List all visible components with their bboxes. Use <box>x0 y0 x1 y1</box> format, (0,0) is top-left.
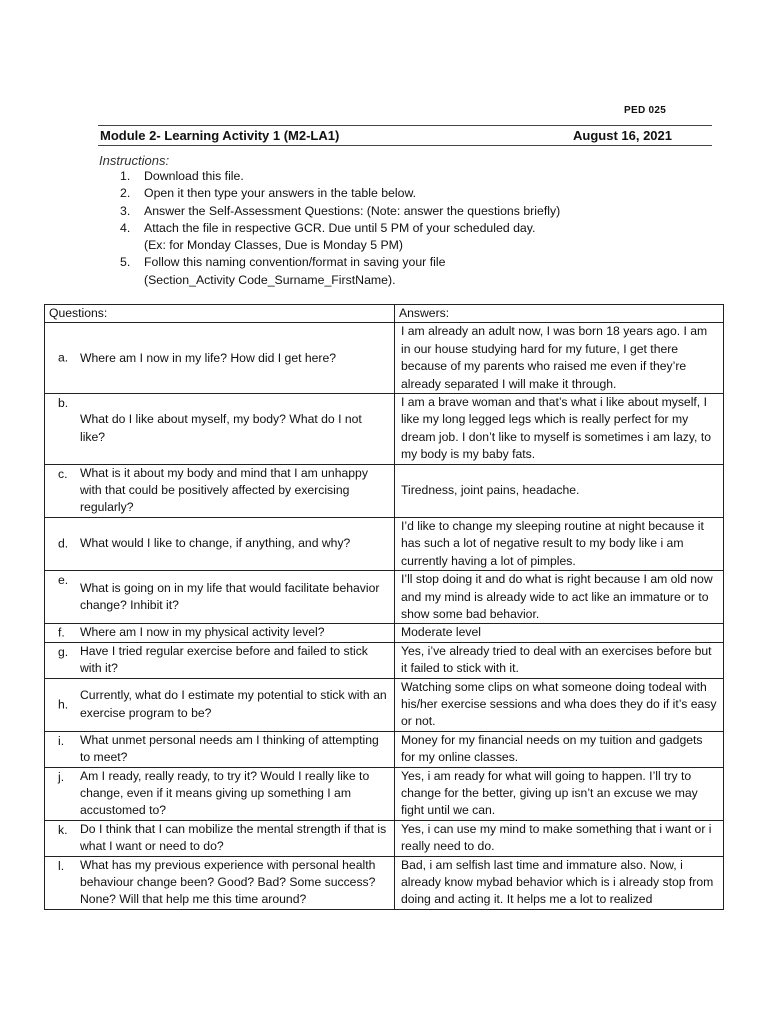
answer-cell[interactable]: Bad, i am selfish last time and immature also. Now, i already know mybad behavior which is i already stop from doing and acting it. It helps me a lot to realized <box>395 856 724 909</box>
instruction-number: 3. <box>120 203 131 218</box>
table-row <box>45 820 724 856</box>
question-cell <box>45 767 395 820</box>
question-text: Currently, what do I estimate my potential to stick with an exercise program to be? <box>80 688 387 720</box>
question-letter: e. <box>58 573 69 588</box>
question-letter: a. <box>58 350 69 365</box>
question-cell <box>45 642 395 678</box>
answer-cell[interactable]: Yes, i can use my mind to make something that i want or i really need to do. <box>395 820 724 856</box>
question-text: What would I like to change, if anything, and why? <box>80 536 351 551</box>
question-letter: g. <box>58 644 69 659</box>
answer-cell[interactable]: Money for my financial needs on my tuition and gadgets for my online classes. <box>395 731 724 767</box>
instruction-number: 2. <box>120 186 131 201</box>
instruction-subtext: (Ex: for Monday Classes, Due is Monday 5 PM) <box>144 238 404 253</box>
question-cell <box>45 820 395 856</box>
question-text: Do I think that I can mobilize the mental strength if that is what I want or need to do? <box>80 821 387 854</box>
answer-cell[interactable]: I am a brave woman and that’s what i like about myself, I like my long legged legs which is really perfect for my dream job. I don’t like to myself is sometimes i am lazy, to my body is my baby fats. <box>395 394 724 465</box>
table-row <box>45 856 724 909</box>
instruction-text: Open it then type your answers in the table below. <box>144 186 417 201</box>
question-cell <box>45 464 395 517</box>
question-letter: j. <box>58 769 65 784</box>
answers-header: Answers: <box>395 305 724 323</box>
instruction-item <box>120 185 560 202</box>
question-cell <box>45 571 395 624</box>
table-row <box>45 571 724 624</box>
table-header-row <box>45 305 724 323</box>
question-text: What unmet personal needs am I thinking of attempting to meet? <box>80 732 379 765</box>
question-text: What is it about my body and mind that I am unhappy with that could be positively affected by exercising regularly? <box>80 465 368 515</box>
answer-cell[interactable]: Tiredness, joint pains, headache. <box>395 464 724 517</box>
table-row <box>45 731 724 767</box>
question-letter: f. <box>58 625 65 640</box>
question-text: Have I tried regular exercise before and failed to stick with it? <box>80 643 368 676</box>
questions-header: Questions: <box>45 305 395 323</box>
instructions-list <box>120 168 560 289</box>
answer-cell[interactable]: I am already an adult now, I was born 18 years ago. I am in our house studying hard for my future, I get there because of my parents who raised me even if they’re already separated I will make it through. <box>395 323 724 394</box>
question-letter: l. <box>58 858 65 873</box>
instruction-number: 5. <box>120 255 131 270</box>
activity-date: August 16, 2021 <box>573 128 672 143</box>
instruction-text: Attach the file in respective GCR. Due until 5 PM of your scheduled day. <box>144 220 536 235</box>
instruction-item <box>120 203 560 220</box>
instructions-label: Instructions: <box>99 153 170 168</box>
table-row <box>45 642 724 678</box>
instruction-item <box>120 254 560 289</box>
module-title: Module 2- Learning Activity 1 (M2-LA1) <box>100 128 340 143</box>
answer-cell[interactable]: Moderate level <box>395 624 724 642</box>
table-row <box>45 678 724 731</box>
question-letter: i. <box>58 733 65 748</box>
question-text: What has my previous experience with personal health behaviour change been? Good? Bad? Some success? None? Will that help me this time around? <box>80 857 376 907</box>
answer-cell[interactable]: Watching some clips on what someone doing todeal with his/her exercise sessions and wha does they do if it’s easy or not. <box>395 678 724 731</box>
instruction-number: 4. <box>120 220 131 235</box>
question-text: Where am I now in my physical activity level? <box>80 625 325 640</box>
table-row <box>45 464 724 517</box>
question-text: What do I like about myself, my body? What do I not like? <box>80 412 362 444</box>
instruction-text: Answer the Self-Assessment Questions: (Note: answer the questions briefly) <box>144 203 561 218</box>
question-cell <box>45 856 395 909</box>
question-text: Am I ready, really ready, to try it? Would I really like to change, even if it means giving up something I am accustomed to? <box>80 768 370 818</box>
answer-cell[interactable]: Yes, i am ready for what will going to happen. I’ll try to change for the better, giving up isn’t an excuse we may fight until we can. <box>395 767 724 820</box>
course-code: PED 025 <box>624 105 667 116</box>
table-row <box>45 323 724 394</box>
instruction-item <box>120 168 560 185</box>
instruction-subtext: (Section_Activity Code_Surname_FirstName). <box>144 272 396 287</box>
table-row <box>45 394 724 465</box>
table-row <box>45 517 724 570</box>
question-cell <box>45 678 395 731</box>
instruction-number: 1. <box>120 169 131 183</box>
question-text: Where am I now in my life? How did I get here? <box>80 350 337 365</box>
question-letter: d. <box>58 536 69 551</box>
question-letter: h. <box>58 696 69 711</box>
answer-cell[interactable]: I’ll stop doing it and do what is right because I am old now and my mind is already wide to act like an immature or to show some bad behavior. <box>395 571 724 624</box>
instruction-item <box>120 220 560 255</box>
instruction-text: Download this file. <box>144 169 244 183</box>
answer-cell[interactable]: I’d like to change my sleeping routine at night because it has such a lot of negative result to my body like i am currently having a lot of pimples. <box>395 517 724 570</box>
question-letter: b. <box>58 396 69 411</box>
question-letter: c. <box>58 466 68 481</box>
question-letter: k. <box>58 822 68 837</box>
question-text: What is going on in my life that would facilitate behavior change? Inhibit it? <box>80 580 380 613</box>
question-cell <box>45 394 395 465</box>
table-row <box>45 767 724 820</box>
question-cell <box>45 323 395 394</box>
table-row <box>45 624 724 642</box>
instruction-text: Follow this naming convention/format in saving your file <box>144 255 446 270</box>
question-cell <box>45 624 395 642</box>
answer-cell[interactable]: Yes, i’ve already tried to deal with an exercises before but it failed to stick with it. <box>395 642 724 678</box>
document-header <box>98 125 712 146</box>
question-cell <box>45 517 395 570</box>
question-cell <box>45 731 395 767</box>
self-assessment-table <box>44 304 724 910</box>
